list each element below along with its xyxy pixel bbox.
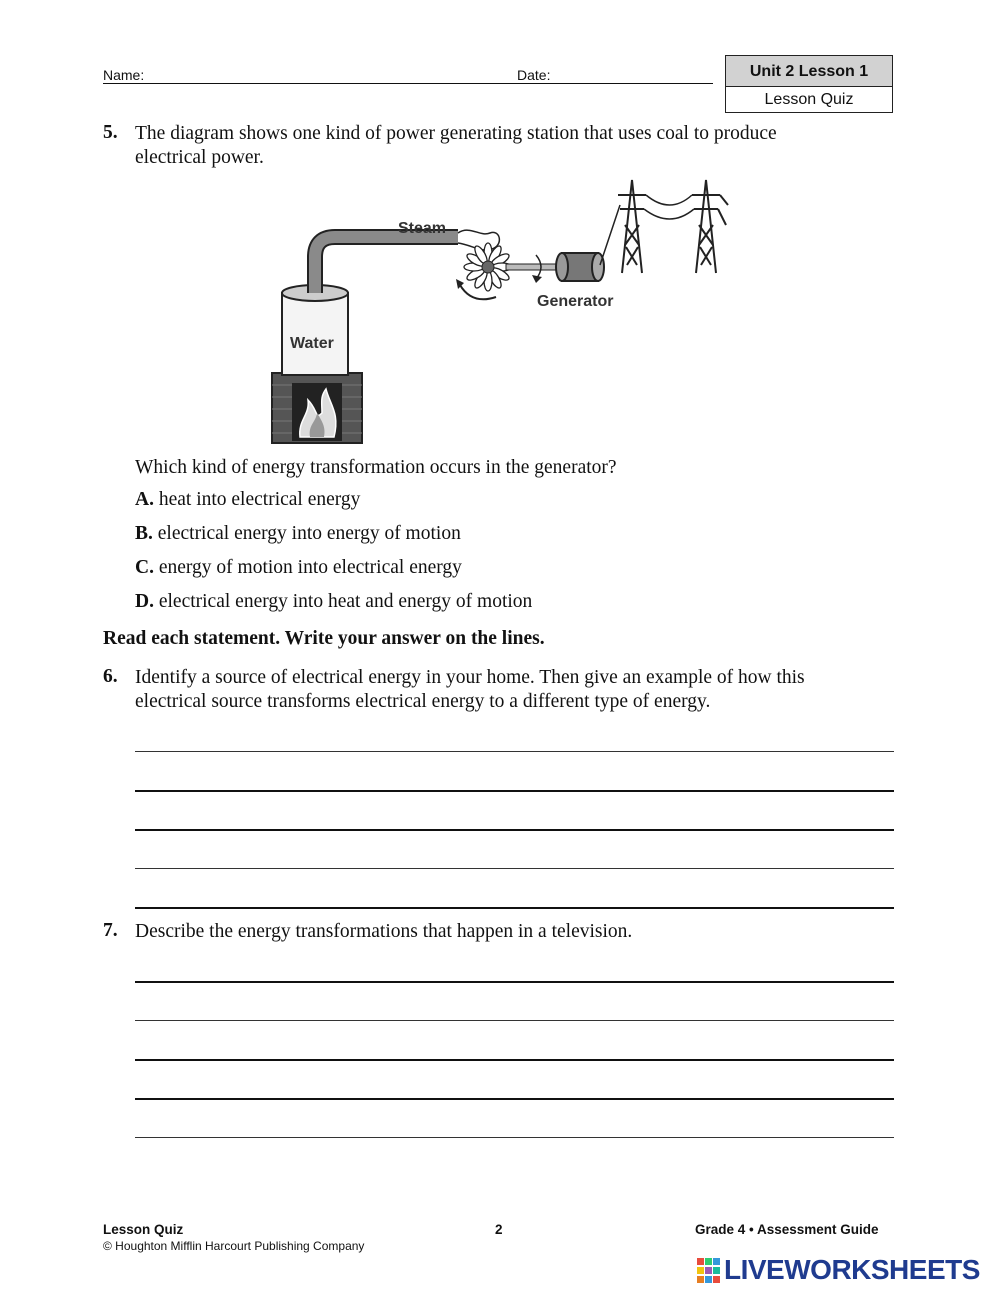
q5-text-line2: electrical power.	[135, 147, 264, 168]
water-tank-icon	[282, 285, 348, 375]
footer-page-number: 2	[495, 1222, 503, 1237]
q6-text-line1: Identify a source of electrical energy in your home. Then give an example of how this	[135, 667, 805, 688]
q6-text-line2: electrical source transforms electrical energy to a different type of energy.	[135, 691, 711, 712]
q5-text-line1: The diagram shows one kind of power generating station that uses coal to produce	[135, 123, 777, 144]
q7-answer-line[interactable]	[135, 1098, 894, 1100]
label-generator: Generator	[537, 293, 614, 310]
name-label: Name:	[103, 67, 145, 83]
q7-answer-line[interactable]	[135, 1137, 894, 1138]
q7-answer-line[interactable]	[135, 981, 894, 983]
choice-b-text: electrical energy into energy of motion	[157, 523, 461, 544]
q6-answer-line[interactable]	[135, 790, 894, 792]
q6-answer-line[interactable]	[135, 829, 894, 831]
date-label: Date:	[517, 67, 551, 83]
choice-a-letter: A.	[135, 489, 154, 510]
unit-subtitle: Lesson Quiz	[764, 91, 854, 108]
footer-left-title: Lesson Quiz	[103, 1222, 184, 1237]
choice-b[interactable]	[135, 523, 461, 545]
unit-box	[725, 55, 893, 113]
choice-d[interactable]	[135, 591, 532, 613]
label-water: Water	[290, 335, 334, 352]
choice-d-letter: D.	[135, 591, 154, 612]
choice-c[interactable]	[135, 557, 462, 579]
name-line[interactable]	[103, 83, 713, 84]
q6-answer-line[interactable]	[135, 751, 894, 752]
generator-icon	[556, 253, 604, 281]
footer-right-title: Grade 4 • Assessment Guide	[695, 1222, 879, 1237]
choice-c-text: energy of motion into electrical energy	[158, 557, 462, 578]
footer-copyright: © Houghton Mifflin Harcourt Publishing Company	[103, 1239, 365, 1253]
q7-answer-line[interactable]	[135, 1020, 894, 1021]
label-steam: Steam	[398, 220, 447, 237]
steam-pipe	[315, 237, 458, 293]
q5-number: 5.	[103, 122, 118, 143]
instructions: Read each statement. Write your answer on the lines.	[103, 628, 545, 649]
turbine-icon	[464, 243, 512, 291]
power-station-diagram	[260, 175, 740, 450]
liveworksheets-logo-icon	[697, 1258, 721, 1284]
liveworksheets-brand[interactable]: LIVEWORKSHEETS	[724, 1254, 980, 1285]
q6-number: 6.	[103, 666, 118, 687]
power-tower-icon	[618, 180, 728, 273]
furnace-icon	[272, 373, 362, 443]
choice-d-text: electrical energy into heat and energy of motion	[158, 591, 533, 612]
q5-prompt: Which kind of energy transformation occurs in the generator?	[135, 457, 617, 478]
q7-number: 7.	[103, 920, 118, 941]
unit-title: Unit 2 Lesson 1	[726, 56, 892, 87]
choice-a-text: heat into electrical energy	[158, 489, 361, 510]
choice-a[interactable]	[135, 489, 360, 511]
q6-answer-line[interactable]	[135, 907, 894, 909]
choice-c-letter: C.	[135, 557, 154, 578]
choice-b-letter: B.	[135, 523, 153, 544]
q6-answer-line[interactable]	[135, 868, 894, 869]
q7-answer-line[interactable]	[135, 1059, 894, 1061]
q7-text: Describe the energy transformations that happen in a television.	[135, 921, 633, 942]
